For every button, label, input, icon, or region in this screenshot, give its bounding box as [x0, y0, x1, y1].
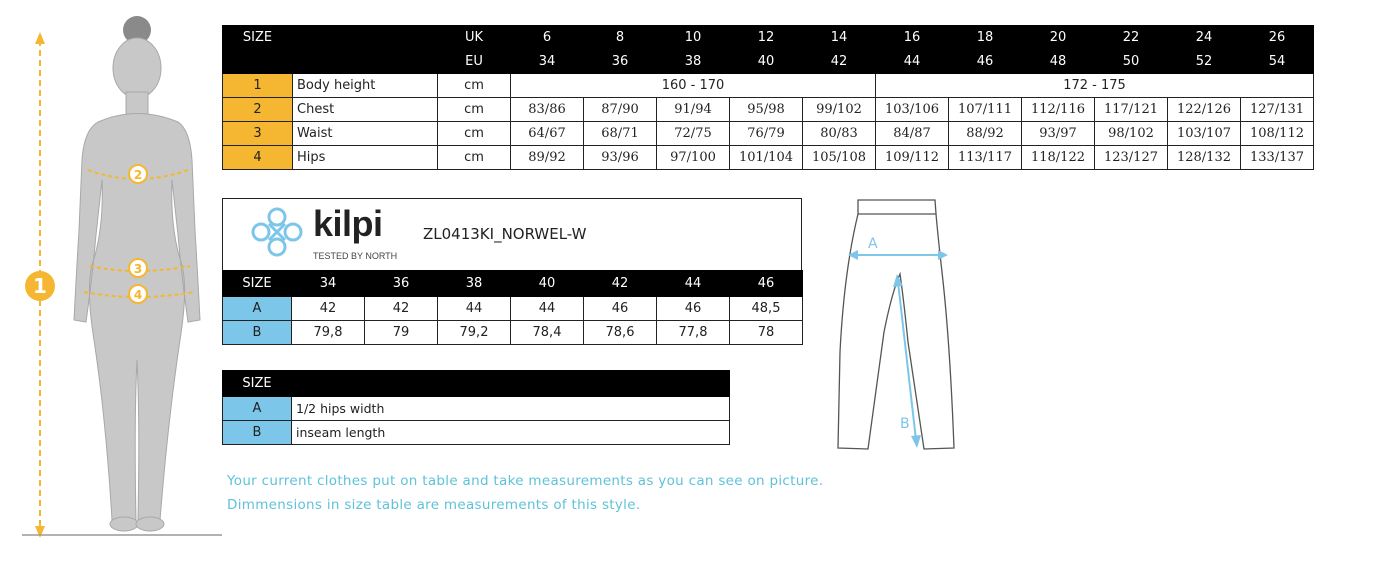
- b-value: 79,8: [292, 321, 365, 345]
- legend-table: [222, 370, 730, 445]
- brand-name: kilpi: [313, 203, 383, 244]
- label-a: A: [868, 236, 878, 252]
- row-hips: [223, 146, 1314, 170]
- a-value: 42: [292, 297, 365, 321]
- eu-size: 42: [803, 50, 876, 74]
- product-code: ZL0413KI_NORWEL-W: [423, 225, 587, 243]
- a-value: 46: [657, 297, 730, 321]
- note-line-1: Your current clothes put on table and take measurements as you can see on picture.: [227, 473, 824, 489]
- height-range: 172 - 175: [876, 74, 1314, 98]
- chest-value: 112/116: [1022, 98, 1095, 122]
- b-value: 79,2: [438, 321, 511, 345]
- waist-value: 93/97: [1022, 122, 1095, 146]
- legend-header: [223, 371, 730, 397]
- svg-text:4: 4: [133, 288, 143, 302]
- eu-row: [223, 50, 1314, 74]
- hips-width-arrow: [848, 250, 948, 260]
- chest-value: 91/94: [657, 98, 730, 122]
- row-key: A: [223, 397, 292, 421]
- waist-value: 72/75: [657, 122, 730, 146]
- waist-value: 76/79: [730, 122, 803, 146]
- hips-value: 93/96: [584, 146, 657, 170]
- row-unit: cm: [438, 122, 511, 146]
- chest-value: 103/106: [876, 98, 949, 122]
- eu-size: 44: [876, 50, 949, 74]
- hips-value: 97/100: [657, 146, 730, 170]
- row-key: B: [223, 421, 292, 445]
- row-unit: cm: [438, 146, 511, 170]
- row-number: 4: [223, 146, 293, 170]
- uk-size: 18: [949, 26, 1022, 50]
- legend-row-a: [223, 397, 730, 421]
- row-body-height: [223, 74, 1314, 98]
- row-name: Waist: [293, 122, 438, 146]
- hips-value: 128/132: [1168, 146, 1241, 170]
- marker-1: [25, 271, 55, 301]
- legend-desc: 1/2 hips width: [292, 397, 730, 421]
- row-key: A: [223, 297, 292, 321]
- a-value: 44: [438, 297, 511, 321]
- waist-value: 108/112: [1241, 122, 1314, 146]
- waist-value: 98/102: [1095, 122, 1168, 146]
- eu-size: 34: [511, 50, 584, 74]
- b-value: 78,4: [511, 321, 584, 345]
- row-name: Chest: [293, 98, 438, 122]
- eu-size: 36: [584, 50, 657, 74]
- size-header: SIZE: [223, 271, 292, 297]
- row-key: B: [223, 321, 292, 345]
- product-size-header: [223, 271, 803, 297]
- size-col: 36: [365, 271, 438, 297]
- eu-size: 50: [1095, 50, 1168, 74]
- brand-tagline: TESTED BY NORTH: [313, 251, 398, 261]
- marker-3: [129, 259, 147, 277]
- uk-size: 14: [803, 26, 876, 50]
- size-chart-table: [222, 25, 1314, 170]
- label-b: B: [900, 416, 910, 432]
- product-size-table: [222, 270, 803, 345]
- chest-value: 83/86: [511, 98, 584, 122]
- size-header: SIZE: [223, 371, 292, 397]
- size-col: 42: [584, 271, 657, 297]
- kilpi-logo-icon: [247, 205, 307, 259]
- chest-value: 95/98: [730, 98, 803, 122]
- b-value: 77,8: [657, 321, 730, 345]
- hips-value: 105/108: [803, 146, 876, 170]
- uk-size: 26: [1241, 26, 1314, 50]
- hips-value: 89/92: [511, 146, 584, 170]
- size-col: 40: [511, 271, 584, 297]
- a-value: 46: [584, 297, 657, 321]
- a-value: 42: [365, 297, 438, 321]
- svg-text:1: 1: [33, 274, 47, 298]
- row-name: Body height: [293, 74, 438, 98]
- chest-value: 87/90: [584, 98, 657, 122]
- body-figure: [0, 0, 225, 565]
- hips-value: 109/112: [876, 146, 949, 170]
- b-value: 78,6: [584, 321, 657, 345]
- eu-size: 40: [730, 50, 803, 74]
- row-waist: [223, 122, 1314, 146]
- size-col: 46: [730, 271, 803, 297]
- hips-value: 113/117: [949, 146, 1022, 170]
- size-header: SIZE: [223, 26, 293, 50]
- waist-value: 64/67: [511, 122, 584, 146]
- uk-size: 20: [1022, 26, 1095, 50]
- product-row-b: [223, 321, 803, 345]
- a-value: 44: [511, 297, 584, 321]
- eu-size: 52: [1168, 50, 1241, 74]
- size-col: 34: [292, 271, 365, 297]
- uk-size: 8: [584, 26, 657, 50]
- eu-label: EU: [438, 50, 511, 74]
- note-line-2: Dimmensions in size table are measurements of this style.: [227, 497, 641, 513]
- svg-text:2: 2: [133, 168, 143, 182]
- row-unit: cm: [438, 98, 511, 122]
- chest-value: 99/102: [803, 98, 876, 122]
- product-row-a: [223, 297, 803, 321]
- waist-value: 103/107: [1168, 122, 1241, 146]
- size-col: 38: [438, 271, 511, 297]
- eu-size: 54: [1241, 50, 1314, 74]
- uk-size: 24: [1168, 26, 1241, 50]
- row-chest: [223, 98, 1314, 122]
- b-value: 79: [365, 321, 438, 345]
- uk-size: 16: [876, 26, 949, 50]
- svg-text:3: 3: [133, 262, 143, 276]
- hips-value: 123/127: [1095, 146, 1168, 170]
- size-col: 44: [657, 271, 730, 297]
- row-number: 3: [223, 122, 293, 146]
- legend-row-b: [223, 421, 730, 445]
- row-name: Hips: [293, 146, 438, 170]
- uk-row: [223, 26, 1314, 50]
- waist-value: 68/71: [584, 122, 657, 146]
- row-unit: cm: [438, 74, 511, 98]
- marker-4: [129, 285, 147, 303]
- eu-size: 48: [1022, 50, 1095, 74]
- chest-value: 117/121: [1095, 98, 1168, 122]
- hips-value: 133/137: [1241, 146, 1314, 170]
- height-range: 160 - 170: [511, 74, 876, 98]
- uk-size: 12: [730, 26, 803, 50]
- hips-value: 118/122: [1022, 146, 1095, 170]
- uk-size: 10: [657, 26, 730, 50]
- marker-2: [129, 165, 147, 183]
- waist-value: 80/83: [803, 122, 876, 146]
- legend-desc: inseam length: [292, 421, 730, 445]
- chest-value: 127/131: [1241, 98, 1314, 122]
- waist-value: 88/92: [949, 122, 1022, 146]
- b-value: 78: [730, 321, 803, 345]
- chest-value: 122/126: [1168, 98, 1241, 122]
- waist-value: 84/87: [876, 122, 949, 146]
- row-number: 2: [223, 98, 293, 122]
- pants-diagram: [830, 192, 960, 454]
- uk-size: 6: [511, 26, 584, 50]
- a-value: 48,5: [730, 297, 803, 321]
- row-number: 1: [223, 74, 293, 98]
- eu-size: 46: [949, 50, 1022, 74]
- uk-size: 22: [1095, 26, 1168, 50]
- eu-size: 38: [657, 50, 730, 74]
- hips-value: 101/104: [730, 146, 803, 170]
- chest-value: 107/111: [949, 98, 1022, 122]
- uk-label: UK: [438, 26, 511, 50]
- product-header: [222, 198, 802, 270]
